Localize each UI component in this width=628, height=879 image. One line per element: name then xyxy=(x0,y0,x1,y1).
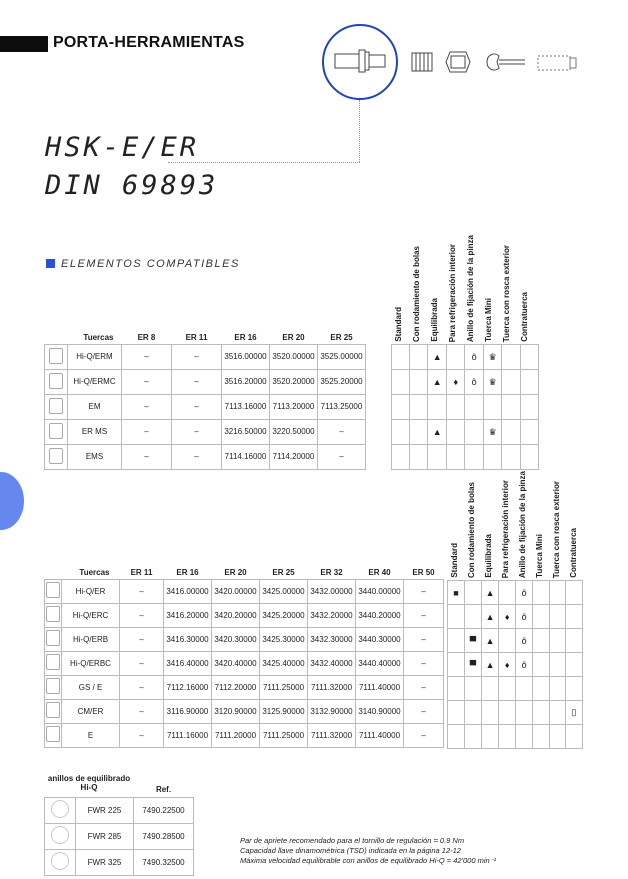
cell xyxy=(410,370,428,395)
compat-header: Equilibrada xyxy=(484,534,493,578)
cell xyxy=(482,677,499,701)
cell xyxy=(549,701,565,725)
cell xyxy=(448,725,465,749)
cell: 3416.00000 xyxy=(164,579,212,603)
col-header: Tuercas xyxy=(83,332,114,342)
cell: – xyxy=(318,444,366,469)
cell xyxy=(448,605,465,629)
table-row xyxy=(45,344,366,369)
cell: 3220.50000 xyxy=(270,419,318,444)
table-row xyxy=(45,369,366,394)
cell: – xyxy=(122,394,172,419)
cell: ▲ xyxy=(428,370,447,395)
cell: 3432.00000 xyxy=(308,579,356,603)
nut-erbc-icon xyxy=(46,654,60,670)
cell: 7111.32000 xyxy=(308,723,356,747)
cell: 3516.20000 xyxy=(222,369,270,394)
product-standard: DIN 69893 xyxy=(45,170,219,201)
cell: – xyxy=(172,344,222,369)
table-row xyxy=(45,797,194,823)
cell xyxy=(447,420,465,445)
cell xyxy=(533,629,549,653)
cell: 3420.20000 xyxy=(212,603,260,627)
cell xyxy=(533,725,549,749)
cell: 3116.90000 xyxy=(164,699,212,723)
nut-gs-icon xyxy=(46,678,60,694)
cell xyxy=(533,677,549,701)
table-row xyxy=(45,849,194,875)
nut-e-icon xyxy=(46,726,60,742)
nuts-table-1 xyxy=(44,331,366,470)
compat-header: Con rodamiento de bolas xyxy=(467,481,476,578)
cell: ▀ xyxy=(464,629,481,653)
cell: 3416.20000 xyxy=(164,603,212,627)
cell: – xyxy=(120,579,164,603)
col-header: ER 25 xyxy=(330,332,353,342)
cell: 3440.00000 xyxy=(356,579,404,603)
wrench-icon xyxy=(483,48,527,76)
cell xyxy=(566,653,583,677)
cell: ô xyxy=(516,605,533,629)
cell xyxy=(549,629,565,653)
col-header: Ref. xyxy=(155,784,172,794)
cell xyxy=(502,420,520,445)
note-line: Máxima velocidad equilibrable con anillos de equilibrado Hi-Q = 42'000 min⁻¹ xyxy=(240,856,497,865)
cell: 3440.40000 xyxy=(356,651,404,675)
cell xyxy=(566,677,583,701)
table-row xyxy=(45,723,444,747)
cell: ▲ xyxy=(428,420,447,445)
compat-header: Standard xyxy=(394,307,403,342)
nut-ems-icon xyxy=(49,448,63,464)
cell: Hi-Q/ERMC xyxy=(68,369,122,394)
col-header: ER 25 xyxy=(272,567,295,577)
col-header: ER 32 xyxy=(320,567,343,577)
cell: – xyxy=(120,627,164,651)
cell: 7111.25000 xyxy=(260,723,308,747)
cell: 3525.00000 xyxy=(318,344,366,369)
cell: 3416.30000 xyxy=(164,627,212,651)
cell xyxy=(549,581,565,605)
ring-icon xyxy=(51,826,69,844)
cell: – xyxy=(318,419,366,444)
cell xyxy=(465,395,483,420)
compat-row xyxy=(392,395,539,420)
cell: 3520.00000 xyxy=(270,344,318,369)
compat-header: Anillo de fijación de la pinza xyxy=(466,234,475,342)
cell xyxy=(392,420,410,445)
cell xyxy=(482,725,499,749)
cell: ♦ xyxy=(447,370,465,395)
cell: Hi-Q/ERC xyxy=(62,603,120,627)
cell: 3140.90000 xyxy=(356,699,404,723)
cell xyxy=(499,701,516,725)
cell: Hi-Q/ERBC xyxy=(62,651,120,675)
cell: ▲ xyxy=(482,653,499,677)
cell: 7111.25000 xyxy=(260,675,308,699)
cell xyxy=(465,420,483,445)
cell: – xyxy=(120,675,164,699)
cell: ▀ xyxy=(464,653,481,677)
cell: ▲ xyxy=(482,629,499,653)
cell xyxy=(464,701,481,725)
table-row xyxy=(45,603,444,627)
compat-row xyxy=(392,345,539,370)
cell xyxy=(516,725,533,749)
compat-row xyxy=(392,370,539,395)
cell: – xyxy=(404,603,444,627)
compat-header: Contratuerca xyxy=(569,528,578,578)
cell: – xyxy=(404,651,444,675)
section-marker-icon xyxy=(46,259,55,268)
cell: – xyxy=(122,344,172,369)
cell: 3432.20000 xyxy=(308,603,356,627)
cell: 7113.20000 xyxy=(270,394,318,419)
cell xyxy=(464,725,481,749)
cell: 3520.20000 xyxy=(270,369,318,394)
note-line: Par de apriete recomendado para el tornillo de regulación = 0.9 Nm xyxy=(240,836,465,845)
cell xyxy=(502,370,520,395)
cell: GS / E xyxy=(62,675,120,699)
table-row xyxy=(45,675,444,699)
cell xyxy=(428,445,447,470)
cell: ♦ xyxy=(499,605,516,629)
cell xyxy=(392,445,410,470)
cell xyxy=(410,395,428,420)
cell: – xyxy=(172,419,222,444)
cell xyxy=(520,420,538,445)
cell: – xyxy=(120,603,164,627)
cell xyxy=(549,605,565,629)
table-row xyxy=(45,419,366,444)
col-header: ER 50 xyxy=(412,567,435,577)
cell xyxy=(392,395,410,420)
col-header: anillos de equilibrado Hi-Q xyxy=(47,773,131,792)
note-line: Capacidad llave dinamométrica (TSD) indicada en la página 12-12 xyxy=(240,846,461,855)
cell xyxy=(392,370,410,395)
col-header: ER 11 xyxy=(130,567,153,577)
compat-header: Tuerca Mini xyxy=(484,298,493,342)
cell: EMS xyxy=(68,444,122,469)
compat-header: Anillo de fijación de la pinza xyxy=(518,470,527,578)
col-header: ER 11 xyxy=(185,332,208,342)
cell: – xyxy=(172,369,222,394)
cell: – xyxy=(122,369,172,394)
cell: Hi-Q/ER xyxy=(62,579,120,603)
cell: ô xyxy=(465,345,483,370)
cell: – xyxy=(404,699,444,723)
nut-erb-icon xyxy=(46,630,60,646)
cell: 3425.20000 xyxy=(260,603,308,627)
col-header: ER 20 xyxy=(282,332,305,342)
balancing-rings-table xyxy=(44,769,194,876)
nuts-table-2 xyxy=(44,566,444,748)
cell: 3420.30000 xyxy=(212,627,260,651)
cell: 3425.40000 xyxy=(260,651,308,675)
compat-header: Para refrigeración interior xyxy=(448,243,457,342)
cell: ♛ xyxy=(483,370,502,395)
compat-row xyxy=(448,725,583,749)
compat-grid-2 xyxy=(447,580,583,749)
cell: 7113.16000 xyxy=(222,394,270,419)
cell xyxy=(448,677,465,701)
col-header: ER 8 xyxy=(137,332,156,342)
cell xyxy=(516,701,533,725)
cell: FWR 225 xyxy=(76,797,134,823)
guide-line xyxy=(359,100,360,162)
table-row xyxy=(45,444,366,469)
cell xyxy=(448,629,465,653)
cell xyxy=(533,701,549,725)
table-row xyxy=(45,579,444,603)
cell xyxy=(410,445,428,470)
ring-icon xyxy=(51,800,69,818)
cell: ♛ xyxy=(483,345,502,370)
col-header: Tuercas xyxy=(79,567,110,577)
compat-row xyxy=(448,581,583,605)
cell xyxy=(499,725,516,749)
cell: 3440.30000 xyxy=(356,627,404,651)
cell xyxy=(447,345,465,370)
cell xyxy=(464,677,481,701)
cell: ER MS xyxy=(68,419,122,444)
compat-header: Con rodamiento de bolas xyxy=(412,245,421,342)
cell: – xyxy=(120,651,164,675)
extension-icon xyxy=(536,52,580,74)
nut-ermc-icon xyxy=(49,373,63,389)
compat-header: Tuerca con rosca exterior xyxy=(502,244,511,342)
page-header-title: PORTA-HERRAMIENTAS xyxy=(53,34,245,51)
compat-header: Tuerca con rosca exterior xyxy=(552,480,561,578)
cell: – xyxy=(172,444,222,469)
cell xyxy=(428,395,447,420)
collet-icon xyxy=(410,50,434,74)
cell xyxy=(410,420,428,445)
cell xyxy=(549,725,565,749)
cell xyxy=(566,605,583,629)
cell xyxy=(566,725,583,749)
nut-em-icon xyxy=(49,398,63,414)
cell: – xyxy=(122,444,172,469)
section-label: ELEMENTOS COMPATIBLES xyxy=(61,258,240,270)
col-header: ER 20 xyxy=(224,567,247,577)
compat-header: Tuerca Mini xyxy=(535,534,544,578)
cell xyxy=(566,581,583,605)
table-row xyxy=(45,699,444,723)
cell: 7112.16000 xyxy=(164,675,212,699)
compat-row xyxy=(448,653,583,677)
cell xyxy=(566,629,583,653)
cell: – xyxy=(120,699,164,723)
cell xyxy=(516,677,533,701)
cell: 3420.40000 xyxy=(212,651,260,675)
cell: 7111.40000 xyxy=(356,723,404,747)
cell: ô xyxy=(465,370,483,395)
cell: 3516.00000 xyxy=(222,344,270,369)
cell: 7113.25000 xyxy=(318,394,366,419)
cell xyxy=(533,605,549,629)
cell: EM xyxy=(68,394,122,419)
header-bar xyxy=(0,36,48,52)
cell: 7111.40000 xyxy=(356,675,404,699)
col-header: ER 40 xyxy=(368,567,391,577)
nut-er-icon xyxy=(46,582,60,598)
nut-erms-icon xyxy=(49,423,63,439)
table-row xyxy=(45,651,444,675)
cell: 7114.16000 xyxy=(222,444,270,469)
cell xyxy=(448,701,465,725)
cell xyxy=(533,653,549,677)
col-header: ER 16 xyxy=(176,567,199,577)
cell: – xyxy=(404,579,444,603)
compat-row xyxy=(448,629,583,653)
cell: 3216.50000 xyxy=(222,419,270,444)
table-row xyxy=(45,394,366,419)
cell: Hi-Q/ERB xyxy=(62,627,120,651)
cell: FWR 325 xyxy=(76,849,134,875)
cell: – xyxy=(120,723,164,747)
cell: ▲ xyxy=(482,605,499,629)
cell: ô xyxy=(516,629,533,653)
cell: 7490.32500 xyxy=(134,849,194,875)
cell xyxy=(533,581,549,605)
cell xyxy=(410,345,428,370)
cell: CM/ER xyxy=(62,699,120,723)
cell: 7490.22500 xyxy=(134,797,194,823)
cell xyxy=(499,677,516,701)
compat-header: Contratuerca xyxy=(520,292,529,342)
cell: 3425.30000 xyxy=(260,627,308,651)
product-title: HSK-E/ER xyxy=(45,132,200,163)
cell: 3125.90000 xyxy=(260,699,308,723)
compat-grid-1 xyxy=(391,344,539,470)
cell: 3432.40000 xyxy=(308,651,356,675)
cell: 3132.90000 xyxy=(308,699,356,723)
cell: 7490.28500 xyxy=(134,823,194,849)
compat-header: Para refrigeración interior xyxy=(501,479,510,578)
cell: – xyxy=(122,419,172,444)
compat-row xyxy=(392,420,539,445)
cell: 7111.32000 xyxy=(308,675,356,699)
ring-icon xyxy=(51,852,69,870)
cell: ô xyxy=(516,653,533,677)
cell xyxy=(392,345,410,370)
toolholder-icon xyxy=(333,46,389,76)
cell: ♛ xyxy=(483,420,502,445)
nut-icon xyxy=(444,48,472,76)
cell xyxy=(482,701,499,725)
cell: ▲ xyxy=(428,345,447,370)
cell xyxy=(549,653,565,677)
cell: 3440.20000 xyxy=(356,603,404,627)
cell xyxy=(464,605,481,629)
compat1-headers xyxy=(391,232,539,342)
cell: – xyxy=(404,627,444,651)
cell: ▯ xyxy=(566,701,583,725)
cell xyxy=(520,395,538,420)
cell: 7111.20000 xyxy=(212,723,260,747)
cell: 3525.20000 xyxy=(318,369,366,394)
cell xyxy=(483,395,502,420)
table-row xyxy=(45,627,444,651)
cell: FWR 285 xyxy=(76,823,134,849)
nut-erm-icon xyxy=(49,348,63,364)
table-row xyxy=(45,823,194,849)
cell xyxy=(520,345,538,370)
cell: 3432.30000 xyxy=(308,627,356,651)
nut-cm-icon xyxy=(46,702,60,718)
cell: – xyxy=(404,675,444,699)
cell: – xyxy=(172,394,222,419)
cell: 7114.20000 xyxy=(270,444,318,469)
compat-row xyxy=(448,701,583,725)
section-heading xyxy=(46,258,240,270)
cell: ♦ xyxy=(499,653,516,677)
cell: Hi-Q/ERM xyxy=(68,344,122,369)
cell: 7112.20000 xyxy=(212,675,260,699)
col-header: ER 16 xyxy=(234,332,257,342)
cell: 3416.40000 xyxy=(164,651,212,675)
cell: E xyxy=(62,723,120,747)
cell xyxy=(549,677,565,701)
compat-row xyxy=(448,605,583,629)
cell: 3420.00000 xyxy=(212,579,260,603)
nut-erc-icon xyxy=(46,606,60,622)
cell xyxy=(502,345,520,370)
cell: 3120.90000 xyxy=(212,699,260,723)
cell xyxy=(447,395,465,420)
cell xyxy=(464,581,481,605)
cell xyxy=(502,395,520,420)
cell: – xyxy=(404,723,444,747)
cell: ■ xyxy=(448,581,465,605)
cell: ▲ xyxy=(482,581,499,605)
footnotes xyxy=(240,836,496,866)
compat2-headers xyxy=(447,458,583,578)
compat-header: Standard xyxy=(450,543,459,578)
cell: 3425.00000 xyxy=(260,579,308,603)
compat-header: Equilibrada xyxy=(430,298,439,342)
cell: ô xyxy=(516,581,533,605)
page-tab-marker xyxy=(0,472,24,530)
cell xyxy=(520,370,538,395)
cell: 7111.16000 xyxy=(164,723,212,747)
cell xyxy=(499,629,516,653)
cell xyxy=(448,653,465,677)
compat-row xyxy=(448,677,583,701)
cell xyxy=(499,581,516,605)
